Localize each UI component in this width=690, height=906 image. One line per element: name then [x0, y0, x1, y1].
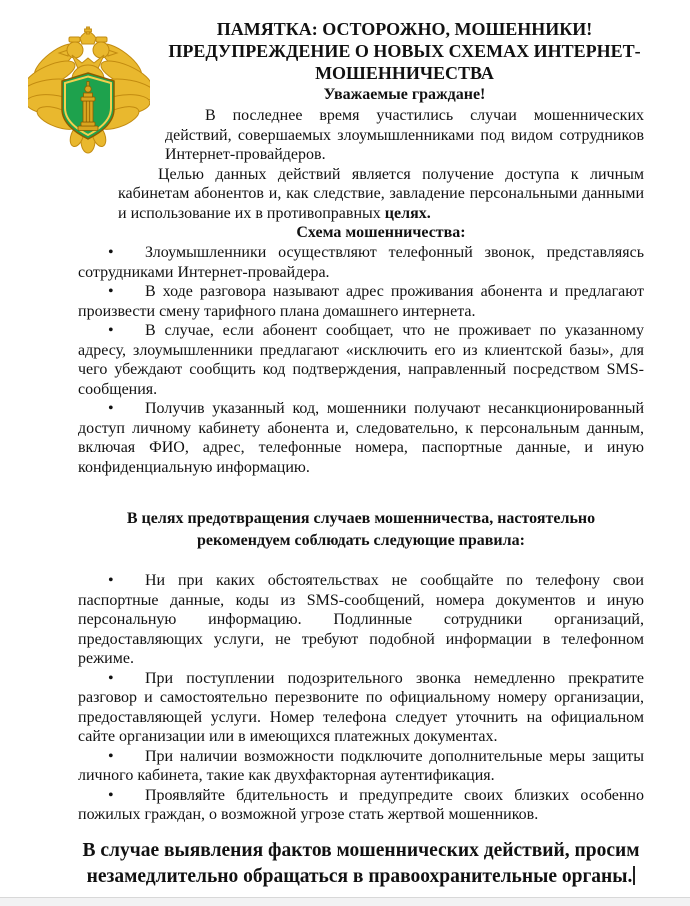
page-title-line-3: МОШЕННИЧЕСТВА: [315, 63, 494, 83]
prosecutor-eagle-emblem-icon: [28, 23, 150, 157]
rules-bullet-4-text: Проявляйте бдительность и предупредите своих близких особенно пожилых граждан, о возможной угрозе стать жертвой мошенников.: [78, 786, 644, 823]
conclusion-line-2-text: незамедлительно обращаться в правоохранительные органы.: [86, 865, 633, 887]
scheme-section-heading: Схема мошенничества:: [296, 224, 466, 241]
emblem-wrap-spacer-lower: [78, 160, 118, 232]
conclusion-line-2: [78, 864, 644, 890]
bullet-dot-icon: •: [108, 669, 114, 687]
bullet-dot-icon: •: [108, 400, 114, 417]
rules-bullet-1: [78, 571, 644, 669]
scheme-bullet-4-text: Получив указанный код, мошенники получают несанкционированный доступ личному кабинету абонента и, следовательно, к персональным данным, включая ФИО, адрес, телефонные номера, паспортные данные, и иную конфиденциальную информацию.: [78, 400, 644, 476]
page-title-line-2: ПРЕДУПРЕЖДЕНИЕ О НОВЫХ СХЕМАХ ИНТЕРНЕТ-: [168, 41, 641, 61]
intro-paragraph-2: [78, 165, 644, 224]
rules-heading-line-1: В целях предотвращения случаев мошенничества, настоятельно: [126, 510, 596, 527]
bullet-dot-icon: •: [108, 786, 114, 804]
bullet-dot-icon: •: [108, 322, 114, 339]
page-title-line-1: ПАМЯТКА: ОСТОРОЖНО, МОШЕННИКИ!: [216, 19, 593, 39]
conclusion-line-1: В случае выявления фактов мошеннических действий, просим: [82, 839, 640, 861]
intro-paragraph-1: В последнее время участились случаи мошеннических действий, совершаемых злоумышленниками под видом сотрудников Интернет-провайдеров.: [165, 107, 644, 163]
scheme-bullet-4: [78, 399, 644, 477]
rules-heading-line-2: рекомендуем соблюдать следующие правила:: [197, 532, 525, 549]
scheme-bullet-2: [78, 282, 644, 321]
scheme-bullet-2-text: В ходе разговора называют адрес проживания абонента и предлагают произвести смену тарифного плана домашнего интернета.: [78, 283, 644, 320]
intro-paragraph-2-text: Целью данных действий является получение доступа к личным кабинетам абонентов и, как следствие, завладение персональными данными и использование их в противоправных: [118, 165, 644, 222]
salutation-text: Уважаемые граждане!: [323, 86, 486, 103]
scheme-bullet-1-text: Злоумышленники осуществляют телефонный звонок, представляясь сотрудниками Интернет-провайдера.: [78, 244, 644, 281]
rules-bullet-2-text: При поступлении подозрительного звонка немедленно прекратите разговор и самостоятельно перезвоните по официальному номеру организации, предоставляющей услуги. Номер телефона следует уточнить на официальном сайте организации или в имеющихся платежных документах.: [78, 669, 644, 745]
text-cursor-caret: [633, 866, 635, 885]
document-content: [78, 18, 644, 890]
bullet-dot-icon: •: [108, 283, 114, 300]
bullet-dot-icon: •: [108, 572, 114, 589]
scheme-bullet-3-text: В случае, если абонент сообщает, что не проживает по указанному адресу, злоумышленники предлагают «исключить его из клиентской базы», для чего убеждают сообщить код подтверждения, направленный посредством SMS-сообщения.: [78, 322, 644, 398]
horizontal-scrollbar-track[interactable]: [0, 897, 690, 906]
rules-bullet-3-text: При наличии возможности подключите дополнительные меры защиты личного кабинета, такие как двухфакторная аутентификация.: [78, 747, 644, 784]
rules-bullet-3: [78, 747, 644, 786]
rules-bullet-1-text: Ни при каких обстоятельствах не сообщайте по телефону свои паспортные данные, коды из SMS-сообщений, номера документов и иную персональную информацию. Подлинные сотрудники организаций, предоставляющих услуги, не требуют подобной информации в телефонном режиме.: [78, 572, 644, 667]
rules-section-heading: [78, 508, 644, 552]
conclusion-block: [78, 838, 644, 890]
rules-bullet-2: [78, 669, 644, 747]
intro-paragraph-2-bold-end: целях.: [384, 204, 431, 222]
rules-bullet-4: [78, 786, 644, 825]
scheme-bullet-3: [78, 321, 644, 399]
bullet-dot-icon: •: [108, 244, 114, 261]
bullet-dot-icon: •: [108, 747, 114, 765]
emblem-wrap-spacer: [78, 18, 165, 160]
scheme-bullet-1: [78, 243, 644, 282]
